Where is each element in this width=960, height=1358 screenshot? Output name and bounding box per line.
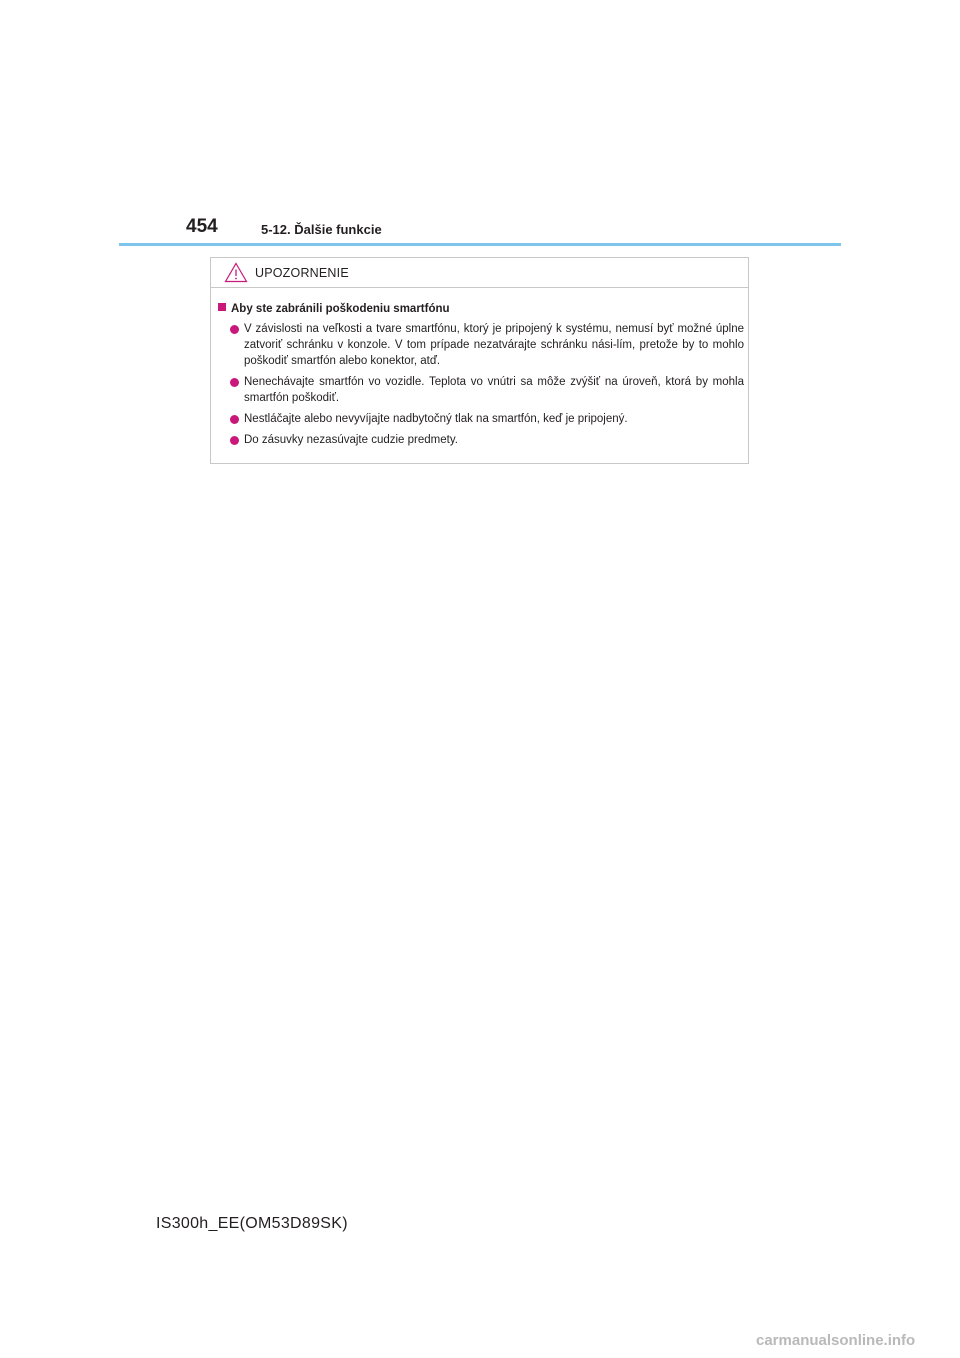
caution-title: UPOZORNENIE: [255, 266, 349, 280]
list-item: [229, 432, 744, 448]
list-item: [229, 374, 744, 406]
list-item: [229, 321, 744, 369]
warning-triangle-icon: [224, 262, 248, 283]
header-divider: [119, 243, 841, 246]
caution-bullet-list: [229, 321, 744, 453]
bullet-dot-icon: [230, 436, 239, 445]
bullet-dot-icon: [230, 378, 239, 387]
caution-topic: [218, 302, 450, 316]
bullet-text: V závislosti na veľkosti a tvare smartfónu, ktorý je pripojený k systému, nemusí byť možné úplne zatvoriť schránku v konzole. V tom prípade nezatvárajte schránku nási-lím, pretože by to mohlo poškodiť smartfón alebo konektor, atď.: [244, 323, 744, 367]
bullet-text: Do zásuvky nezasúvajte cudzie predmety.: [244, 434, 458, 446]
caution-box: [210, 257, 749, 464]
list-item: [229, 411, 744, 427]
watermark-link[interactable]: carmanualsonline.info: [756, 1332, 916, 1349]
bullet-text: Nestláčajte alebo nevyvíjajte nadbytočný tlak na smartfón, keď je pripojený.: [244, 413, 628, 425]
bullet-dot-icon: [230, 325, 239, 334]
bullet-dot-icon: [230, 415, 239, 424]
caution-topic-text: Aby ste zabránili poškodeniu smartfónu: [231, 303, 450, 315]
page-number: 454: [186, 216, 218, 237]
square-bullet-icon: [218, 303, 226, 311]
bullet-text: Nenechávajte smartfón vo vozidle. Teplota vo vnútri sa môže zvýšiť na úroveň, ktorá by mohla smartfón poškodiť.: [244, 376, 744, 404]
caution-header: [211, 258, 748, 288]
document-code: IS300h_EE(OM53D89SK): [156, 1215, 348, 1232]
section-title: 5-12. Ďalšie funkcie: [261, 222, 382, 237]
